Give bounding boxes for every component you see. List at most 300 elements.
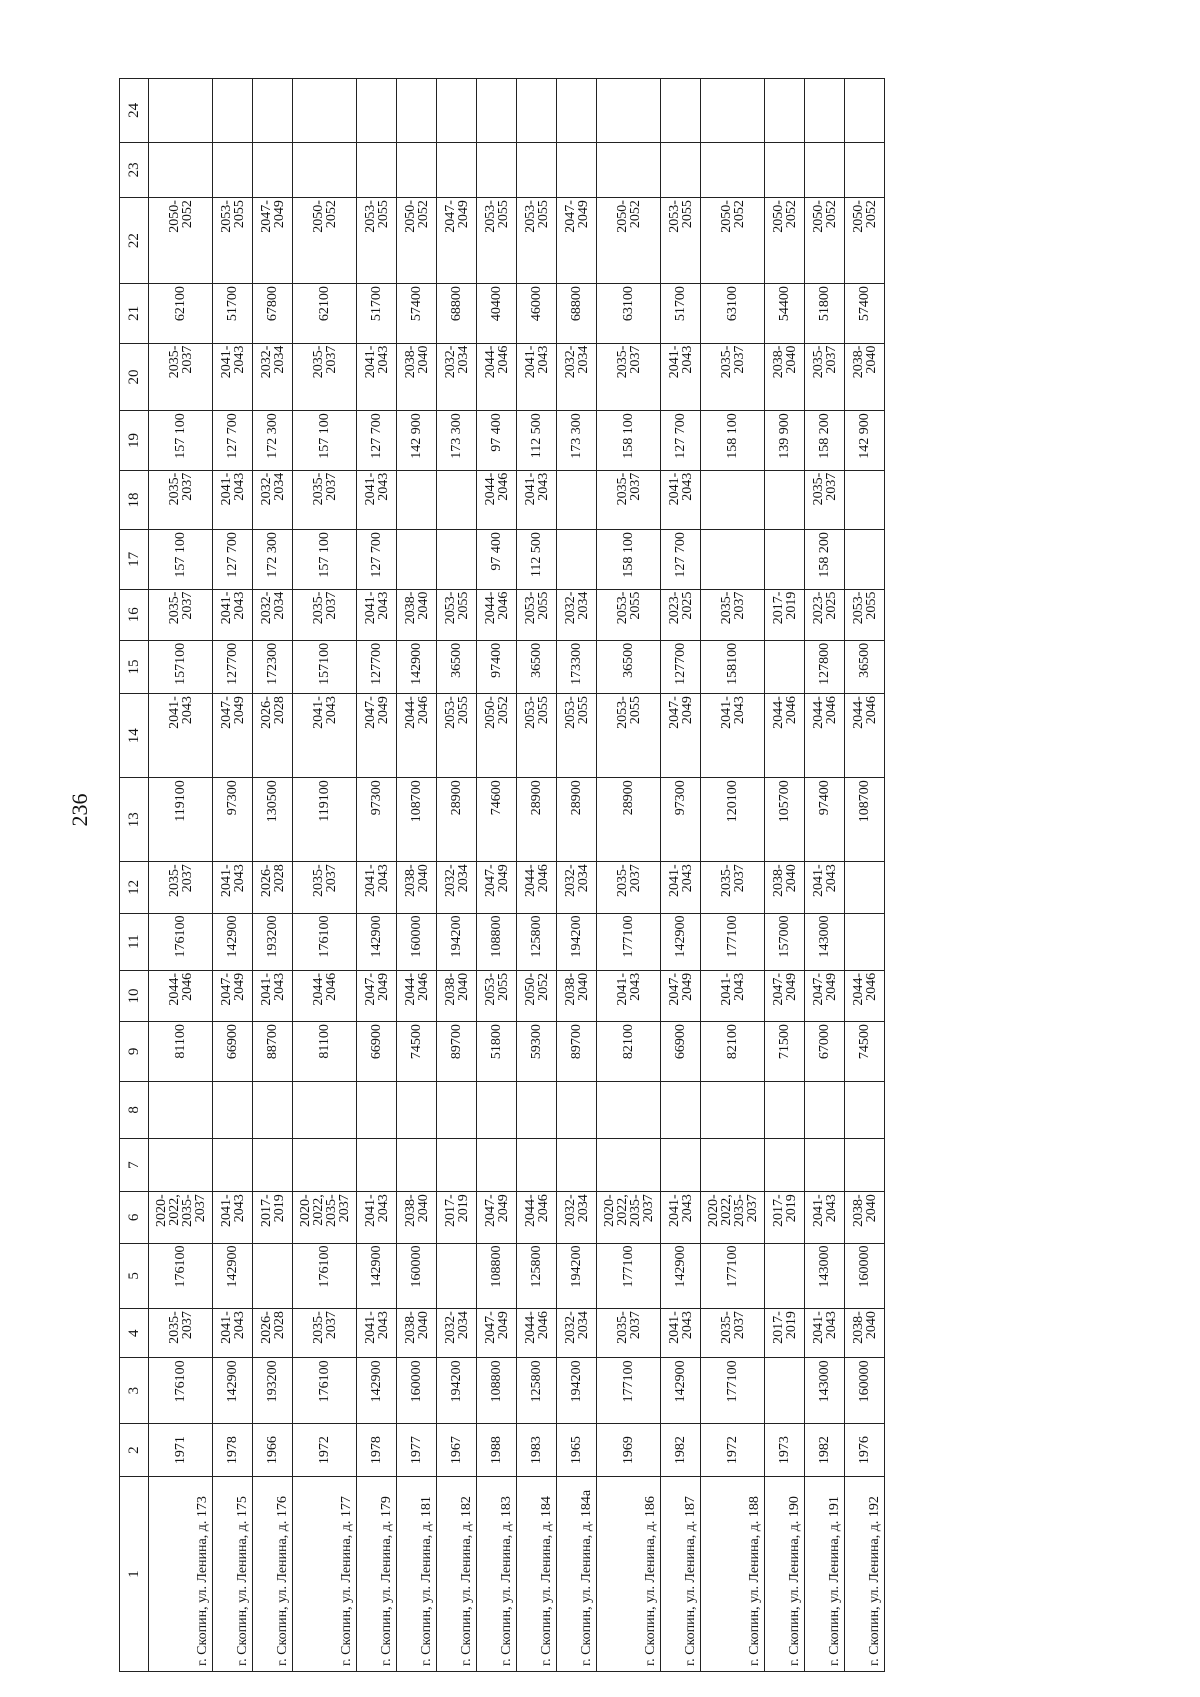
value-cell [845, 79, 885, 143]
table-row [293, 79, 357, 1672]
value-cell [661, 79, 701, 143]
value-cell [357, 79, 397, 143]
table-row [517, 79, 557, 1672]
value-cell [765, 530, 805, 589]
value-cell: 158 100 [597, 411, 661, 470]
period-cell: 2038- 2040 [845, 1192, 885, 1243]
value-cell: 66900 [357, 1022, 397, 1081]
value-cell: 119100 [293, 778, 357, 862]
year-cell: 1977 [397, 1423, 437, 1476]
column-header-22: 22 [120, 198, 149, 284]
period-cell: 2041- 2043 [661, 1192, 701, 1243]
period-cell: 2035- 2037 [149, 343, 213, 411]
value-cell: 97300 [213, 778, 253, 862]
value-cell: 63100 [597, 284, 661, 343]
table-row [557, 79, 597, 1672]
value-cell [557, 1139, 597, 1192]
period-cell: 2035- 2037 [701, 343, 765, 411]
period-cell: 2053- 2055 [597, 589, 661, 640]
table-row [149, 79, 213, 1672]
table-row [805, 79, 845, 1672]
value-cell [149, 142, 213, 197]
value-cell: 36500 [845, 640, 885, 693]
address-cell: г. Скопин, ул. Ленина, д. 187 [661, 1477, 701, 1672]
period-cell: 2035- 2037 [149, 862, 213, 913]
value-cell: 57400 [397, 284, 437, 343]
period-cell: 2041- 2043 [357, 343, 397, 411]
value-cell: 143000 [805, 1358, 845, 1424]
address-cell: г. Скопин, ул. Ленина, д. 179 [357, 1477, 397, 1672]
value-cell: 193200 [253, 1358, 293, 1424]
value-cell: 173 300 [557, 411, 597, 470]
period-cell: 2035- 2037 [701, 862, 765, 913]
column-header-23: 23 [120, 142, 149, 197]
value-cell: 82100 [701, 1022, 765, 1081]
period-cell: 2020- 2022, 2035- 2037 [149, 1192, 213, 1243]
year-cell: 1973 [765, 1423, 805, 1476]
period-cell: 2041- 2043 [357, 1309, 397, 1358]
value-cell: 142 900 [397, 411, 437, 470]
period-cell: 2035- 2037 [149, 470, 213, 529]
value-cell: 142900 [661, 1243, 701, 1309]
value-cell: 97 400 [477, 530, 517, 589]
value-cell: 57400 [845, 284, 885, 343]
period-cell: 2053- 2055 [437, 694, 477, 778]
value-cell [149, 79, 213, 143]
period-cell: 2050- 2052 [845, 198, 885, 284]
value-cell: 139 900 [765, 411, 805, 470]
value-cell: 158 100 [597, 530, 661, 589]
value-cell: 127700 [357, 640, 397, 693]
value-cell: 112 500 [517, 411, 557, 470]
column-header-1: 1 [120, 1477, 149, 1672]
period-cell: 2035- 2037 [293, 470, 357, 529]
value-cell: 97400 [477, 640, 517, 693]
period-cell: 2044- 2046 [397, 970, 437, 1021]
address-cell: г. Скопин, ул. Ленина, д. 191 [805, 1477, 845, 1672]
address-cell: г. Скопин, ул. Ленина, д. 184 [517, 1477, 557, 1672]
value-cell [845, 913, 885, 970]
period-cell: 2035- 2037 [597, 1309, 661, 1358]
value-cell: 67000 [805, 1022, 845, 1081]
value-cell: 142900 [661, 913, 701, 970]
value-cell [701, 530, 765, 589]
period-cell: 2038- 2040 [397, 1192, 437, 1243]
period-cell: 2035- 2037 [149, 1309, 213, 1358]
period-cell: 2044- 2046 [477, 470, 517, 529]
value-cell: 177100 [597, 1358, 661, 1424]
period-cell: 2044- 2046 [477, 589, 517, 640]
period-cell: 2032- 2034 [437, 862, 477, 913]
period-cell: 2044- 2046 [845, 694, 885, 778]
period-cell: 2041- 2043 [213, 470, 253, 529]
value-cell [293, 1081, 357, 1138]
period-cell: 2035- 2037 [149, 589, 213, 640]
period-cell: 2041- 2043 [357, 862, 397, 913]
value-cell: 143000 [805, 913, 845, 970]
value-cell [701, 142, 765, 197]
value-cell: 142900 [213, 1243, 253, 1309]
table-row [477, 79, 517, 1672]
value-cell: 177100 [701, 913, 765, 970]
value-cell: 66900 [213, 1022, 253, 1081]
period-cell: 2053- 2055 [661, 198, 701, 284]
column-header-24: 24 [120, 79, 149, 143]
value-cell: 108700 [397, 778, 437, 862]
period-cell: 2041- 2043 [597, 970, 661, 1021]
value-cell: 67800 [253, 284, 293, 343]
period-cell: 2041- 2043 [661, 1309, 701, 1358]
period-cell: 2032- 2034 [253, 589, 293, 640]
value-cell [765, 1243, 805, 1309]
value-cell [517, 142, 557, 197]
period-cell: 2041- 2043 [149, 694, 213, 778]
value-cell: 108800 [477, 913, 517, 970]
period-cell: 2047- 2049 [805, 970, 845, 1021]
value-cell [213, 1139, 253, 1192]
value-cell [149, 1139, 213, 1192]
address-cell: г. Скопин, ул. Ленина, д. 190 [765, 1477, 805, 1672]
period-cell: 2017- 2019 [437, 1192, 477, 1243]
period-cell: 2047- 2049 [213, 694, 253, 778]
period-cell: 2038- 2040 [397, 1309, 437, 1358]
value-cell [397, 530, 437, 589]
value-cell [397, 470, 437, 529]
period-cell: 2047- 2049 [477, 1309, 517, 1358]
period-cell: 2032- 2034 [557, 1192, 597, 1243]
value-cell: 127 700 [357, 411, 397, 470]
value-cell: 160000 [397, 1358, 437, 1424]
period-cell: 2041- 2043 [517, 470, 557, 529]
value-cell: 157 100 [293, 530, 357, 589]
column-header-6: 6 [120, 1192, 149, 1243]
value-cell: 160000 [845, 1358, 885, 1424]
value-cell: 127 700 [213, 530, 253, 589]
value-cell: 158100 [701, 640, 765, 693]
period-cell: 2047- 2049 [661, 970, 701, 1021]
value-cell: 74600 [477, 778, 517, 862]
value-cell: 36500 [597, 640, 661, 693]
period-cell: 2041- 2043 [213, 343, 253, 411]
period-cell: 2026- 2028 [253, 1309, 293, 1358]
period-cell: 2032- 2034 [437, 343, 477, 411]
period-cell: 2038- 2040 [397, 343, 437, 411]
value-cell: 127700 [661, 640, 701, 693]
value-cell: 120100 [701, 778, 765, 862]
column-header-18: 18 [120, 470, 149, 529]
period-cell: 2047- 2049 [477, 1192, 517, 1243]
period-cell: 2041- 2043 [701, 970, 765, 1021]
period-cell: 2041- 2043 [805, 862, 845, 913]
value-cell [765, 79, 805, 143]
column-header-17: 17 [120, 530, 149, 589]
period-cell: 2044- 2046 [293, 970, 357, 1021]
period-cell: 2041- 2043 [701, 694, 765, 778]
year-cell: 1972 [701, 1423, 765, 1476]
value-cell [477, 1139, 517, 1192]
table-row [357, 79, 397, 1672]
year-cell: 1978 [213, 1423, 253, 1476]
value-cell: 51800 [805, 284, 845, 343]
period-cell: 2041- 2043 [213, 862, 253, 913]
address-cell: г. Скопин, ул. Ленина, д. 184а [557, 1477, 597, 1672]
period-cell: 2035- 2037 [597, 470, 661, 529]
value-cell: 157100 [149, 640, 213, 693]
value-cell: 172 300 [253, 411, 293, 470]
period-cell: 2032- 2034 [253, 470, 293, 529]
period-cell: 2038- 2040 [845, 343, 885, 411]
column-header-21: 21 [120, 284, 149, 343]
period-cell: 2041- 2043 [661, 470, 701, 529]
value-cell: 194200 [557, 1243, 597, 1309]
value-cell: 194200 [557, 913, 597, 970]
value-cell [437, 470, 477, 529]
period-cell: 2053- 2055 [517, 589, 557, 640]
value-cell [437, 142, 477, 197]
value-cell: 28900 [517, 778, 557, 862]
value-cell: 68800 [557, 284, 597, 343]
value-cell [517, 79, 557, 143]
period-cell: 2017- 2019 [765, 1192, 805, 1243]
value-cell: 142900 [397, 640, 437, 693]
value-cell: 36500 [517, 640, 557, 693]
year-cell: 1965 [557, 1423, 597, 1476]
period-cell: 2035- 2037 [293, 1309, 357, 1358]
address-cell: г. Скопин, ул. Ленина, д. 173 [149, 1477, 213, 1672]
value-cell: 194200 [437, 913, 477, 970]
column-header-19: 19 [120, 411, 149, 470]
value-cell: 142900 [357, 1358, 397, 1424]
period-cell: 2053- 2055 [477, 970, 517, 1021]
column-header-7: 7 [120, 1139, 149, 1192]
period-cell: 2032- 2034 [557, 589, 597, 640]
period-cell: 2038- 2040 [765, 343, 805, 411]
period-cell: 2032- 2034 [557, 1309, 597, 1358]
value-cell: 112 500 [517, 530, 557, 589]
address-cell: г. Скопин, ул. Ленина, д. 182 [437, 1477, 477, 1672]
year-cell: 1983 [517, 1423, 557, 1476]
value-cell: 176100 [293, 913, 357, 970]
value-cell: 97300 [357, 778, 397, 862]
period-cell: 2053- 2055 [517, 198, 557, 284]
value-cell [845, 1139, 885, 1192]
address-cell: г. Скопин, ул. Ленина, д. 183 [477, 1477, 517, 1672]
period-cell: 2041- 2043 [357, 589, 397, 640]
value-cell: 97400 [805, 778, 845, 862]
table-body [149, 79, 885, 1672]
value-cell [213, 79, 253, 143]
period-cell: 2053- 2055 [517, 694, 557, 778]
period-cell: 2041- 2043 [805, 1309, 845, 1358]
value-cell: 74500 [397, 1022, 437, 1081]
value-cell: 51800 [477, 1022, 517, 1081]
period-cell: 2038- 2040 [397, 862, 437, 913]
value-cell: 142900 [357, 1243, 397, 1309]
period-cell: 2050- 2052 [805, 198, 845, 284]
period-cell: 2017- 2019 [765, 1309, 805, 1358]
value-cell [661, 1139, 701, 1192]
value-cell [557, 470, 597, 529]
value-cell: 62100 [293, 284, 357, 343]
rotated-table-canvas [119, 78, 1119, 1672]
value-cell [765, 1139, 805, 1192]
period-cell: 2044- 2046 [517, 1309, 557, 1358]
address-cell: г. Скопин, ул. Ленина, д. 175 [213, 1477, 253, 1672]
value-cell: 157000 [765, 913, 805, 970]
value-cell [477, 79, 517, 143]
year-cell: 1971 [149, 1423, 213, 1476]
value-cell: 127800 [805, 640, 845, 693]
value-cell: 68800 [437, 284, 477, 343]
value-cell [293, 142, 357, 197]
value-cell [701, 1081, 765, 1138]
period-cell: 2032- 2034 [253, 343, 293, 411]
value-cell: 158 200 [805, 530, 845, 589]
address-cell: г. Скопин, ул. Ленина, д. 176 [253, 1477, 293, 1672]
period-cell: 2035- 2037 [701, 1309, 765, 1358]
period-cell: 2020- 2022, 2035- 2037 [597, 1192, 661, 1243]
period-cell: 2047- 2049 [557, 198, 597, 284]
year-cell: 1978 [357, 1423, 397, 1476]
value-cell: 194200 [437, 1358, 477, 1424]
period-cell: 2053- 2055 [845, 589, 885, 640]
value-cell [597, 79, 661, 143]
value-cell [293, 79, 357, 143]
value-cell [357, 1139, 397, 1192]
column-header-12: 12 [120, 862, 149, 913]
period-cell: 2032- 2034 [557, 343, 597, 411]
period-cell: 2035- 2037 [597, 862, 661, 913]
value-cell [765, 1081, 805, 1138]
value-cell: 158 200 [805, 411, 845, 470]
value-cell [477, 142, 517, 197]
value-cell [253, 142, 293, 197]
column-header-14: 14 [120, 694, 149, 778]
period-cell: 2050- 2052 [397, 198, 437, 284]
value-cell: 71500 [765, 1022, 805, 1081]
period-cell: 2038- 2040 [557, 970, 597, 1021]
value-cell [397, 1081, 437, 1138]
value-cell: 130500 [253, 778, 293, 862]
period-cell: 2044- 2046 [397, 694, 437, 778]
value-cell [437, 1081, 477, 1138]
value-cell: 176100 [293, 1243, 357, 1309]
period-cell: 2041- 2043 [661, 862, 701, 913]
period-cell: 2041- 2043 [213, 1192, 253, 1243]
period-cell: 2053- 2055 [213, 198, 253, 284]
table-row [597, 79, 661, 1672]
value-cell: 160000 [397, 1243, 437, 1309]
period-cell: 2047- 2049 [253, 198, 293, 284]
value-cell [765, 470, 805, 529]
year-cell: 1982 [805, 1423, 845, 1476]
table-row [397, 79, 437, 1672]
value-cell: 125800 [517, 1358, 557, 1424]
period-cell: 2041- 2043 [213, 1309, 253, 1358]
period-cell: 2047- 2049 [357, 970, 397, 1021]
period-cell: 2041- 2043 [661, 343, 701, 411]
value-cell: 172300 [253, 640, 293, 693]
column-header-20: 20 [120, 343, 149, 411]
column-header-15: 15 [120, 640, 149, 693]
value-cell: 160000 [845, 1243, 885, 1309]
period-cell: 2044- 2046 [517, 1192, 557, 1243]
value-cell [845, 142, 885, 197]
value-cell: 127 700 [357, 530, 397, 589]
value-cell [253, 1243, 293, 1309]
table-row [845, 79, 885, 1672]
value-cell: 108800 [477, 1243, 517, 1309]
value-cell: 51700 [661, 284, 701, 343]
value-cell: 28900 [437, 778, 477, 862]
value-cell [293, 1139, 357, 1192]
value-cell: 54400 [765, 284, 805, 343]
value-cell: 157 100 [149, 530, 213, 589]
period-cell: 2053- 2055 [437, 589, 477, 640]
value-cell [845, 1081, 885, 1138]
value-cell [477, 1081, 517, 1138]
value-cell [557, 142, 597, 197]
period-cell: 2050- 2052 [765, 198, 805, 284]
value-cell: 160000 [397, 913, 437, 970]
address-cell: г. Скопин, ул. Ленина, д. 186 [597, 1477, 661, 1672]
value-cell: 157 100 [149, 411, 213, 470]
value-cell: 63100 [701, 284, 765, 343]
value-cell [437, 530, 477, 589]
period-cell: 2041- 2043 [357, 1192, 397, 1243]
value-cell [701, 470, 765, 529]
table-row [253, 79, 293, 1672]
value-cell: 108800 [477, 1358, 517, 1424]
value-cell [253, 1139, 293, 1192]
value-cell: 176100 [149, 1243, 213, 1309]
year-cell: 1969 [597, 1423, 661, 1476]
value-cell: 177100 [701, 1243, 765, 1309]
period-cell: 2047- 2049 [213, 970, 253, 1021]
value-cell: 74500 [845, 1022, 885, 1081]
period-cell: 2047- 2049 [437, 198, 477, 284]
value-cell [597, 142, 661, 197]
value-cell: 125800 [517, 1243, 557, 1309]
period-cell: 2038- 2040 [845, 1309, 885, 1358]
value-cell [765, 142, 805, 197]
value-cell: 173 300 [437, 411, 477, 470]
period-cell: 2050- 2052 [701, 198, 765, 284]
value-cell [397, 79, 437, 143]
value-cell: 28900 [557, 778, 597, 862]
period-cell: 2038- 2040 [765, 862, 805, 913]
value-cell: 142900 [357, 913, 397, 970]
value-cell [845, 530, 885, 589]
value-cell [253, 79, 293, 143]
table-row [765, 79, 805, 1672]
value-cell: 157100 [293, 640, 357, 693]
period-cell: 2038- 2040 [437, 970, 477, 1021]
period-cell: 2026- 2028 [253, 862, 293, 913]
period-cell: 2044- 2046 [477, 343, 517, 411]
period-cell: 2050- 2052 [293, 198, 357, 284]
value-cell: 62100 [149, 284, 213, 343]
period-cell: 2038- 2040 [397, 589, 437, 640]
value-cell [437, 1243, 477, 1309]
value-cell [149, 1081, 213, 1138]
value-cell [253, 1081, 293, 1138]
value-cell [701, 79, 765, 143]
period-cell: 2035- 2037 [293, 343, 357, 411]
period-cell: 2044- 2046 [805, 694, 845, 778]
column-header-4: 4 [120, 1309, 149, 1358]
value-cell: 176100 [149, 1358, 213, 1424]
